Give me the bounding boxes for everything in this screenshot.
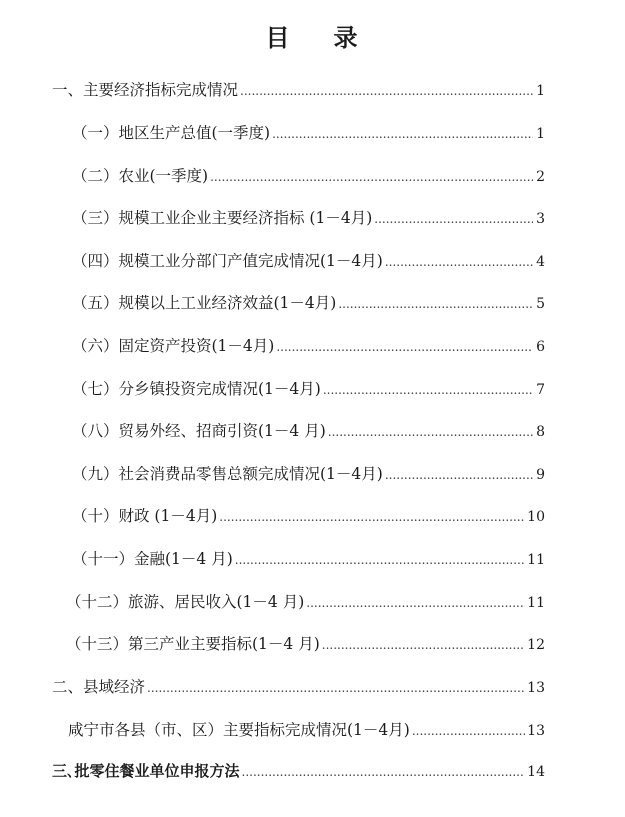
toc-entry-page: 6 xyxy=(536,339,545,355)
toc-leader-dots xyxy=(219,510,525,524)
toc-entry-page: 3 xyxy=(536,211,545,227)
toc-entry-label: （十一）金融(1－4 月) xyxy=(72,550,233,568)
toc-entry[interactable] xyxy=(72,334,545,362)
toc-entry-label: 一、主要经济指标完成情况 xyxy=(52,81,239,99)
toc-entry-label: 咸宁市各县（市、区）主要指标完成情况(1－4月) xyxy=(68,721,410,739)
title-char-1: 目 xyxy=(265,24,292,52)
toc-entry-page: 1 xyxy=(536,83,545,99)
toc-entry-label: （三）规模工业企业主要经济指标 (1－4月) xyxy=(72,209,373,227)
toc-leader-dots xyxy=(272,127,533,141)
toc-leader-dots xyxy=(306,596,525,610)
toc-entry-label: （九）社会消费品零售总额完成情况(1－4月) xyxy=(72,465,383,483)
toc-entry[interactable] xyxy=(66,632,545,660)
toc-entry-label: （四）规模工业分部门产值完成情况(1－4月) xyxy=(72,252,383,270)
page-title xyxy=(0,18,625,53)
toc-entry[interactable] xyxy=(72,249,545,277)
toc-leader-dots xyxy=(338,297,533,311)
toc-entry-page: 4 xyxy=(536,254,545,270)
toc-leader-dots xyxy=(385,468,533,482)
toc-entry-page: 2 xyxy=(536,169,545,185)
toc-entry[interactable] xyxy=(52,760,545,788)
toc-entry-label: （六）固定资产投资(1－4月) xyxy=(72,337,275,355)
toc-leader-dots xyxy=(328,425,533,439)
toc-entry[interactable] xyxy=(52,675,545,703)
toc-entry-page: 13 xyxy=(527,680,545,696)
toc-leader-dots xyxy=(242,765,526,779)
toc-entry-label: 二、县域经济 xyxy=(52,678,146,696)
toc-entry-page: 13 xyxy=(527,723,545,739)
toc-entry-page: 11 xyxy=(527,595,545,611)
toc-entry[interactable] xyxy=(52,78,545,106)
toc-leader-dots xyxy=(210,170,533,184)
toc-leader-dots xyxy=(323,383,533,397)
toc-entry-label: （一）地区生产总值(一季度) xyxy=(72,124,271,142)
toc-entry-page: 10 xyxy=(527,509,545,525)
toc-entry[interactable] xyxy=(72,547,545,575)
toc-entry-page: 8 xyxy=(536,424,545,440)
toc-entry[interactable] xyxy=(72,291,545,319)
toc-entry-page: 5 xyxy=(536,296,545,312)
toc-entry[interactable] xyxy=(68,718,545,746)
toc-entry[interactable] xyxy=(72,377,545,405)
toc-leader-dots xyxy=(240,84,533,98)
toc-entry-label: （十）财政 (1－4月) xyxy=(72,507,218,525)
toc-leader-dots xyxy=(374,212,533,226)
toc-entry-label: （五）规模以上工业经济效益(1－4月) xyxy=(72,294,337,312)
title-char-2: 录 xyxy=(333,24,360,52)
toc-entry-label: （七）分乡镇投资完成情况(1－4月) xyxy=(72,380,321,398)
toc-leader-dots xyxy=(412,724,525,738)
toc-leader-dots xyxy=(235,553,525,567)
toc-entry-page: 9 xyxy=(536,467,545,483)
toc-entry-page: 12 xyxy=(527,637,545,653)
toc-leader-dots xyxy=(276,340,533,354)
toc-entry-label: （八）贸易外经、招商引资(1－4 月) xyxy=(72,422,326,440)
toc-entry[interactable] xyxy=(66,590,545,618)
toc-entry[interactable] xyxy=(72,121,545,149)
toc-entry-label: （十三）第三产业主要指标(1－4 月) xyxy=(66,635,320,653)
toc-entry-page: 11 xyxy=(527,552,545,568)
toc-leader-dots xyxy=(385,255,533,269)
toc-entry-label: 三､批零住餐业单位申报方法 xyxy=(52,762,240,780)
toc-entry-label: （二）农业(一季度) xyxy=(72,167,209,185)
toc-entry-page: 14 xyxy=(527,764,545,780)
toc-entry-page: 1 xyxy=(536,126,545,142)
toc-entry[interactable] xyxy=(72,419,545,447)
toc-leader-dots xyxy=(322,638,525,652)
toc-entry-label: （十二）旅游、居民收入(1－4 月) xyxy=(66,593,305,611)
toc-entry-page: 7 xyxy=(536,382,545,398)
toc-entry[interactable] xyxy=(72,206,545,234)
toc-entry[interactable] xyxy=(72,462,545,490)
toc-entry[interactable] xyxy=(72,164,545,192)
toc-entry[interactable] xyxy=(72,504,545,532)
toc-leader-dots xyxy=(147,681,525,695)
